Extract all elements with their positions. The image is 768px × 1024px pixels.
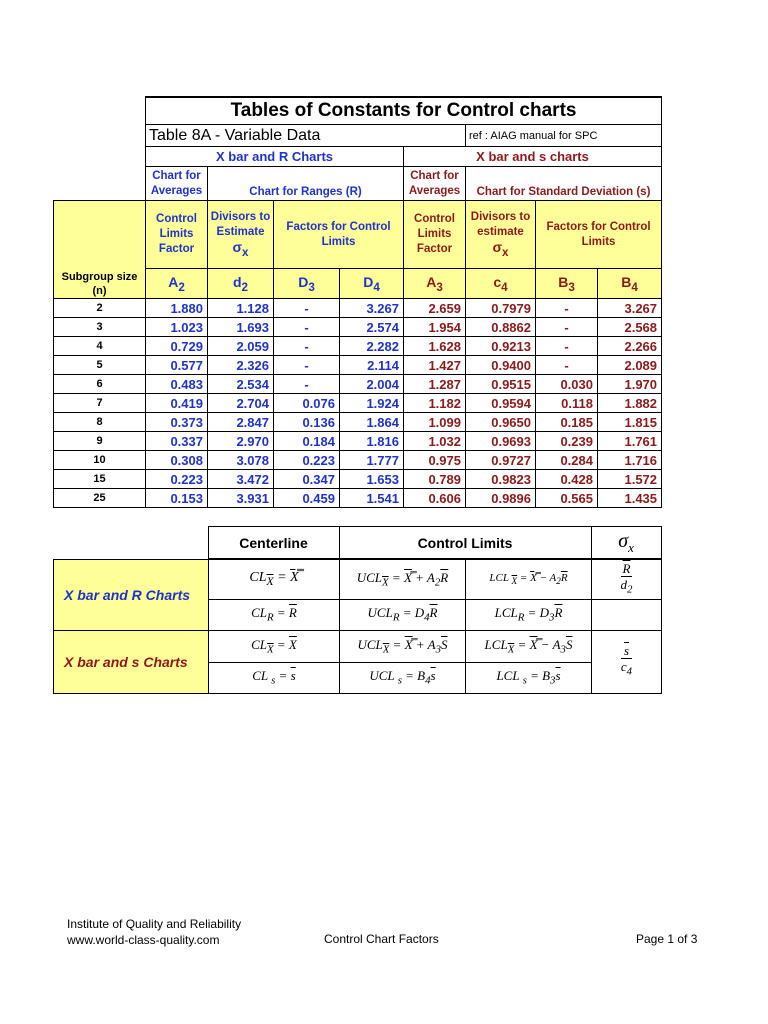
col-header: $D_4$ — [340, 269, 404, 299]
constant-cell: 0.975 — [404, 451, 466, 470]
constant-cell: 1.716 — [598, 451, 662, 470]
footer-left — [67, 916, 241, 948]
ucl-xbar-s-formula: $UCL_{\overline{X}}$ = $\overline{X}̿ + A_3\overline{S}$ — [340, 630, 466, 662]
table-row — [54, 318, 662, 337]
ucl-xbar-r-formula: $UCL_{\overline{X}}$ = $\overline{X}̿ + A_2\overline{R}$ — [340, 560, 466, 600]
subgroup-size-cell: 2 — [54, 299, 146, 318]
constant-cell: 2.568 — [598, 318, 662, 337]
constant-cell: - — [274, 356, 340, 375]
col-header: $D_3$ — [274, 269, 340, 299]
constant-cell: 3.472 — [208, 470, 274, 489]
constant-cell: 0.9727 — [466, 451, 536, 470]
constant-cell: 0.9594 — [466, 394, 536, 413]
constant-cell: 2.659 — [404, 299, 466, 318]
formula-grid — [53, 559, 661, 694]
constant-cell: 1.693 — [208, 318, 274, 337]
constant-cell: 0.8862 — [466, 318, 536, 337]
sigma-x-1: $\sigma_x$ — [232, 238, 249, 259]
lcl-s-formula: LCL $_s = B_3\overline{s}$ — [466, 662, 592, 693]
constant-cell: 1.924 — [340, 394, 404, 413]
table-row — [54, 299, 662, 318]
constant-cell: 0.606 — [404, 489, 466, 508]
control-limits-header: Control Limits — [339, 527, 591, 559]
constant-cell: - — [536, 356, 598, 375]
factors-control-1: Factors for Control Limits — [274, 201, 404, 269]
constant-cell: 0.239 — [536, 432, 598, 451]
ucl-s-formula: UCL $_s = B_4\overline{s}$ — [340, 662, 466, 693]
table-row — [54, 375, 662, 394]
col-header: $c_4$ — [466, 269, 536, 299]
constant-cell: 1.864 — [340, 413, 404, 432]
constant-cell: 1.099 — [404, 413, 466, 432]
control-limits-factor-2: Control Limits Factor — [404, 201, 466, 269]
constant-cell: 2.282 — [340, 337, 404, 356]
constant-cell: 1.572 — [598, 470, 662, 489]
constant-cell: 0.308 — [146, 451, 208, 470]
reference: ref : AIAG manual for SPC — [466, 125, 662, 147]
constant-cell: 1.287 — [404, 375, 466, 394]
constant-cell: 1.882 — [598, 394, 662, 413]
constant-cell: - — [274, 318, 340, 337]
constant-cell: 1.032 — [404, 432, 466, 451]
constant-cell: 0.9400 — [466, 356, 536, 375]
constant-cell: - — [536, 299, 598, 318]
sigma-header: $\sigma_x$ — [591, 527, 661, 559]
constant-cell: 1.761 — [598, 432, 662, 451]
constant-cell: 1.182 — [404, 394, 466, 413]
cl-xbar-formula: $CL_{\overline{X}} = \overline{X}$ — [209, 560, 340, 600]
control-limits-factor-1: Control Limits Factor — [146, 201, 208, 269]
chart-averages-1: Chart for Averages — [146, 167, 208, 201]
subgroup-size-cell: 4 — [54, 337, 146, 356]
constant-cell: 2.266 — [598, 337, 662, 356]
chart-ranges: Chart for Ranges (R) — [208, 167, 404, 201]
constant-cell: 3.267 — [340, 299, 404, 318]
constant-cell: 3.078 — [208, 451, 274, 470]
footer-org: Institute of Quality and Reliability — [67, 917, 242, 931]
col-header: $B_4$ — [598, 269, 662, 299]
footer-page: Page 1 of 3 — [636, 932, 698, 946]
table-title: Tables of Constants for Control charts — [146, 97, 662, 125]
table-row — [54, 470, 662, 489]
c4: $c_4$ — [620, 659, 633, 678]
constant-cell: 1.653 — [340, 470, 404, 489]
constant-cell: 1.128 — [208, 299, 274, 318]
constant-cell: 0.347 — [274, 470, 340, 489]
constant-cell: - — [274, 337, 340, 356]
divisors-label-2: Divisors to estimate — [470, 210, 531, 238]
chart-std-dev: Chart for Standard Deviation (s) — [466, 167, 662, 201]
constant-cell: - — [536, 337, 598, 356]
constant-cell: 1.427 — [404, 356, 466, 375]
s-estimate — [592, 630, 662, 693]
constant-cell: 1.435 — [598, 489, 662, 508]
r-bar: $\overline{R}$ — [622, 561, 631, 576]
cl-s-formula: CL $_s = \overline{s}$ — [209, 662, 340, 693]
constant-cell: 0.9515 — [466, 375, 536, 394]
row-label-xbar-r: X bar and R Charts — [54, 560, 209, 631]
subgroup-size-cell: 15 — [54, 470, 146, 489]
cl-r-formula: $CL_R = \overline{R}$ — [209, 599, 340, 630]
table-row — [54, 489, 662, 508]
subgroup-size-cell: 8 — [54, 413, 146, 432]
centerline-header: Centerline — [208, 527, 339, 559]
constant-cell: 0.184 — [274, 432, 340, 451]
constant-cell: 0.9650 — [466, 413, 536, 432]
sigma-x-2: $\sigma_x$ — [492, 238, 509, 259]
constant-cell: 0.9823 — [466, 470, 536, 489]
group-xbar-r: X bar and R Charts — [146, 147, 404, 167]
constant-cell: 0.337 — [146, 432, 208, 451]
col-header: $d_2$ — [208, 269, 274, 299]
constants-table — [53, 96, 662, 508]
constant-cell: 2.114 — [340, 356, 404, 375]
group-xbar-s: X bar and s charts — [404, 147, 662, 167]
constant-cell: 2.004 — [340, 375, 404, 394]
constant-cell: 1.023 — [146, 318, 208, 337]
cl-xbar-s-formula: $CL_{\overline{X}} = \overline{X}$ — [209, 630, 340, 662]
constant-cell: 1.628 — [404, 337, 466, 356]
d2: $d_2$ — [620, 577, 633, 596]
constant-cell: 2.326 — [208, 356, 274, 375]
constant-cell: 1.815 — [598, 413, 662, 432]
chart-averages-2: Chart for Averages — [404, 167, 466, 201]
constant-cell: 0.729 — [146, 337, 208, 356]
constant-cell: 0.223 — [146, 470, 208, 489]
col-header: $B_3$ — [536, 269, 598, 299]
constant-cell: 0.118 — [536, 394, 598, 413]
constant-cell: 0.7979 — [466, 299, 536, 318]
constant-cell: 0.223 — [274, 451, 340, 470]
constant-cell: 0.9213 — [466, 337, 536, 356]
r-estimate — [592, 560, 662, 600]
constant-cell: 0.9693 — [466, 432, 536, 451]
constant-cell: 2.089 — [598, 356, 662, 375]
constant-cell: 0.483 — [146, 375, 208, 394]
col-header: $A_2$ — [146, 269, 208, 299]
constant-cell: 0.459 — [274, 489, 340, 508]
subgroup-size-cell: 10 — [54, 451, 146, 470]
subgroup-size-label: Subgroup size (n) — [61, 271, 138, 297]
divisors-label-1: Divisors to Estimate — [210, 210, 271, 238]
row-label-xbar-s: X bar and s Charts — [54, 630, 209, 693]
lcl-xbar-s-formula: $LCL_{\overline{X}}$ = $\overline{X}̿ - A_3\overline{S}$ — [466, 630, 592, 662]
constant-cell: 0.565 — [536, 489, 598, 508]
constant-cell: 0.577 — [146, 356, 208, 375]
table-row — [54, 451, 662, 470]
constant-cell: 1.954 — [404, 318, 466, 337]
constant-cell: 0.789 — [404, 470, 466, 489]
subgroup-size-cell: 6 — [54, 375, 146, 394]
footer-center: Control Chart Factors — [324, 932, 439, 946]
constant-cell: - — [536, 318, 598, 337]
constant-cell: 2.059 — [208, 337, 274, 356]
subgroup-size-cell: 5 — [54, 356, 146, 375]
table-row — [54, 394, 662, 413]
constant-cell: 0.030 — [536, 375, 598, 394]
constant-cell: 3.931 — [208, 489, 274, 508]
table-row — [54, 356, 662, 375]
constant-cell: - — [274, 299, 340, 318]
constant-cell: 0.9896 — [466, 489, 536, 508]
constant-cell: 1.541 — [340, 489, 404, 508]
constant-cell: 2.970 — [208, 432, 274, 451]
constant-cell: 0.428 — [536, 470, 598, 489]
constant-cell: 1.816 — [340, 432, 404, 451]
ucl-r-formula: $UCL_R = D_4\overline{R}$ — [340, 599, 466, 630]
divisors-estimate-2 — [466, 201, 536, 269]
constant-cell: 2.574 — [340, 318, 404, 337]
divisors-estimate-1 — [208, 201, 274, 269]
constant-cell: 2.534 — [208, 375, 274, 394]
constant-cell: 1.970 — [598, 375, 662, 394]
constant-cell: 0.136 — [274, 413, 340, 432]
subgroup-size-cell: 9 — [54, 432, 146, 451]
table-row — [54, 432, 662, 451]
constant-cell: 0.153 — [146, 489, 208, 508]
constant-cell: 2.847 — [208, 413, 274, 432]
constant-cell: 0.373 — [146, 413, 208, 432]
footer-url: www.world-class-quality.com — [67, 933, 220, 947]
constant-cell: 0.284 — [536, 451, 598, 470]
constant-cell: 3.267 — [598, 299, 662, 318]
col-header: $A_3$ — [404, 269, 466, 299]
constant-cell: 0.185 — [536, 413, 598, 432]
constant-cell: 2.704 — [208, 394, 274, 413]
constant-cell: 1.880 — [146, 299, 208, 318]
subgroup-size-cell: 7 — [54, 394, 146, 413]
subgroup-size-cell: 3 — [54, 318, 146, 337]
constant-cell: 1.777 — [340, 451, 404, 470]
lcl-xbar-r-formula: LCL $_{\overline{X}} = \overline{X}̿ - A_2\overline{R}$ — [466, 560, 592, 600]
constant-cell: 0.076 — [274, 394, 340, 413]
formulas-table — [208, 526, 662, 559]
table-row — [54, 413, 662, 432]
constant-cell: - — [274, 375, 340, 394]
table-subtitle: Table 8A - Variable Data — [146, 125, 466, 147]
table-row — [54, 337, 662, 356]
s-bar: $\overline{s}$ — [623, 643, 630, 659]
lcl-r-formula: $LCL_R = D_3\overline{R}$ — [466, 599, 592, 630]
constant-cell: 0.419 — [146, 394, 208, 413]
subgroup-size-cell: 25 — [54, 489, 146, 508]
factors-control-2: Factors for Control Limits — [536, 201, 662, 269]
